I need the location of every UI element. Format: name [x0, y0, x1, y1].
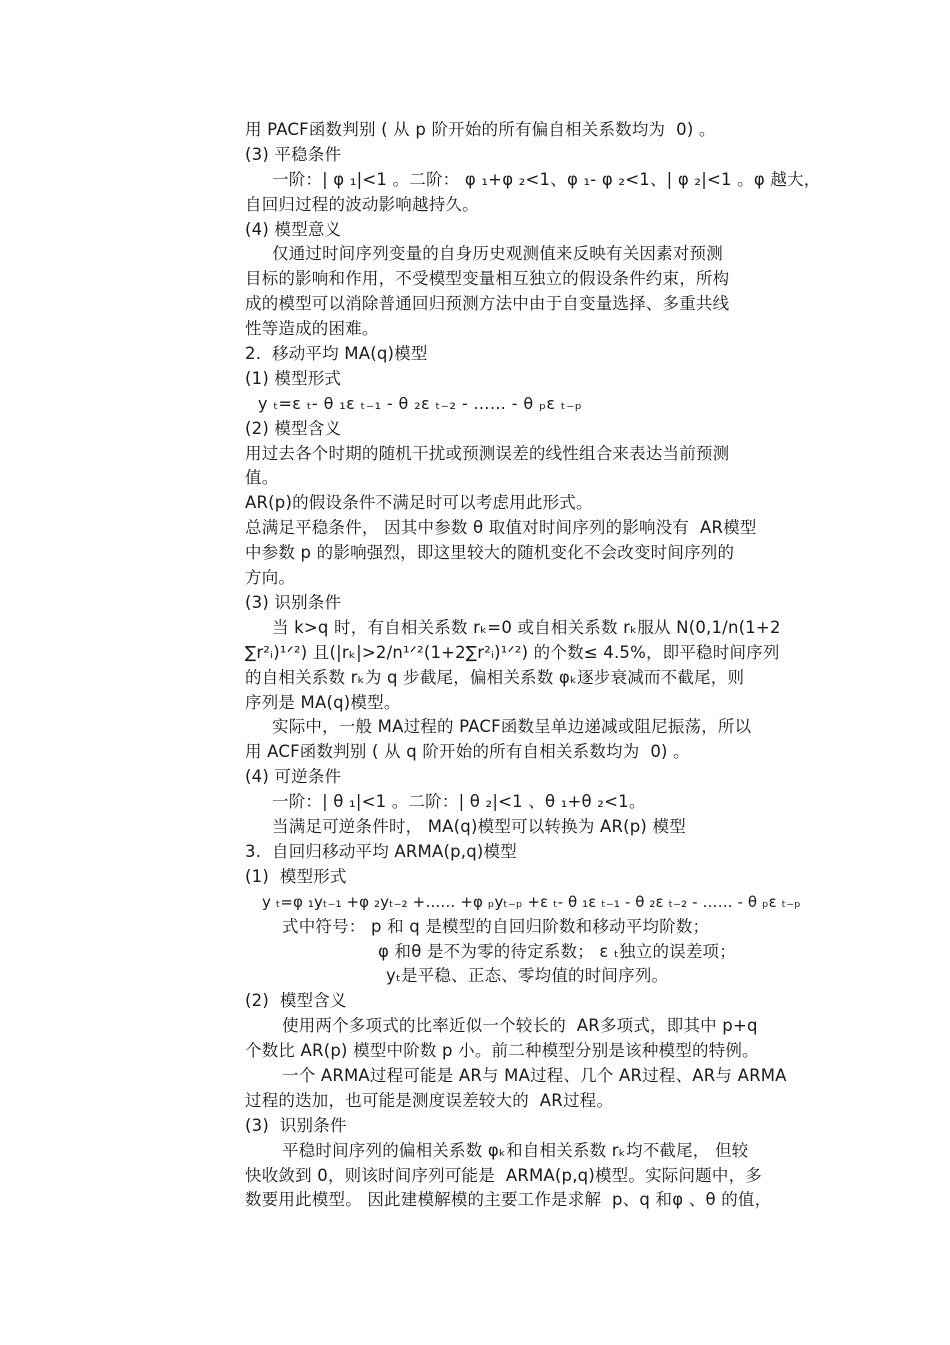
text-line: 个数比 AR(p) 模型中阶数 p 小。前二种模型分别是该种模型的特例。	[245, 1041, 759, 1060]
text-line: 使用两个多项式的比率近似一个较长的 AR多项式，即其中 p+q	[282, 1016, 758, 1035]
text-line: 当 k>q 时，有自相关系数 rₖ=0 或自相关系数 rₖ服从 N(0,1/n(1+2	[272, 618, 781, 637]
text-line: 方向。	[245, 568, 296, 587]
text-line: 中参数 p 的影响强烈，即这里较大的随机变化不会改变时间序列的	[245, 543, 735, 562]
section-heading: (2) 模型含义	[245, 419, 342, 438]
text-line: ∑r²ᵢ)¹ᐟ²) 且(|rₖ|>2/n¹ᐟ²(1+2∑r²ᵢ)¹ᐟ²) 的个数≤ 4.5%，即平稳时间序列	[245, 643, 780, 662]
text-line: φ 和θ 是不为零的待定系数； ε ₜ独立的误差项；	[378, 942, 736, 961]
text-line: AR(p)的假设条件不满足时可以考虑用此形式。	[245, 493, 593, 512]
text-line: 数要用此模型。 因此建模解模的主要工作是求解 p、q 和φ 、θ 的值，	[245, 1190, 772, 1209]
text-line: 当满足可逆条件时， MA(q)模型可以转换为 AR(p) 模型	[272, 817, 686, 836]
text-line: 目标的影响和作用，不受模型变量相互独立的假设条件约束，所构	[245, 269, 730, 288]
text-line: 成的模型可以消除普通回归预测方法中由于自变量选择、多重共线	[245, 294, 730, 313]
section-heading: (3) 识别条件	[245, 1116, 347, 1135]
text-line: 总满足平稳条件， 因其中参数 θ 取值对时间序列的影响没有 AR模型	[245, 518, 757, 537]
text-line: 值。	[245, 468, 279, 487]
text-line: 一阶：| φ ₁|<1 。二阶： φ ₁+φ ₂<1、φ ₁- φ ₂<1、| φ ₂|<1 。φ 越大，	[272, 170, 821, 189]
formula-line: y ₜ=ε ₜ- θ ₁ε ₜ₋₁ - θ ₂ε ₜ₋₂ - …… - θ ₚε ₜ₋ₚ	[258, 394, 583, 413]
section-heading: (1) 模型形式	[245, 867, 347, 886]
section-heading: (3) 识别条件	[245, 593, 342, 612]
text-line: 平稳时间序列的偏相关系数 φₖ和自相关系数 rₖ均不截尾， 但较	[282, 1141, 749, 1160]
text-line: 用 ACF函数判别 ( 从 q 阶开始的所有自相关系数均为 0) 。	[245, 742, 690, 761]
chapter-heading: 3. 自回归移动平均 ARMA(p,q)模型	[245, 842, 517, 861]
section-heading: (2) 模型含义	[245, 991, 347, 1010]
section-heading: (3) 平稳条件	[245, 145, 342, 164]
text-line: 一个 ARMA过程可能是 AR与 MA过程、几个 AR过程、AR与 ARMA	[282, 1066, 787, 1085]
text-line: 用 PACF函数判别 ( 从 p 阶开始的所有偏自相关系数均为 0) 。	[245, 120, 716, 139]
text-line: 的自相关系数 rₖ为 q 步截尾，偏相关系数 φₖ逐步衰减而不截尾，则	[245, 668, 745, 687]
text-line: yₜ是平稳、正态、零均值的时间序列。	[386, 966, 669, 985]
chapter-heading: 2. 移动平均 MA(q)模型	[245, 344, 428, 363]
section-heading: (4) 模型意义	[245, 220, 342, 239]
text-line: 性等造成的困难。	[245, 319, 379, 338]
formula-line: y ₜ=φ ₁yₜ₋₁ +φ ₂yₜ₋₂ +…… +φ ₚyₜ₋ₚ +ε ₜ- θ ₁ε ₜ₋₁ - θ ₂ε ₜ₋₂ - …… - θ ₚε ₜ₋ₚ	[262, 893, 801, 911]
section-heading: (1) 模型形式	[245, 369, 342, 388]
text-line: 一阶：| θ ₁|<1 。二阶：| θ ₂|<1 、θ ₁+θ ₂<1。	[272, 792, 646, 811]
text-line: 式中符号： p 和 q 是模型的自回归阶数和移动平均阶数；	[282, 917, 710, 936]
text-line: 自回归过程的波动影响越持久。	[245, 195, 479, 214]
text-line: 过程的迭加，也可能是测度误差较大的 AR过程。	[245, 1091, 614, 1110]
section-heading: (4) 可逆条件	[245, 767, 342, 786]
text-line: 实际中，一般 MA过程的 PACF函数呈单边递减或阻尼振荡，所以	[272, 717, 752, 736]
text-line: 序列是 MA(q)模型。	[245, 693, 401, 712]
text-line: 用过去各个时期的随机干扰或预测误差的线性组合来表达当前预测	[245, 444, 730, 463]
text-line: 仅通过时间序列变量的自身历史观测值来反映有关因素对预测	[272, 244, 723, 263]
text-line: 快收敛到 0，则该时间序列可能是 ARMA(p,q)模型。实际问题中，多	[245, 1166, 762, 1185]
